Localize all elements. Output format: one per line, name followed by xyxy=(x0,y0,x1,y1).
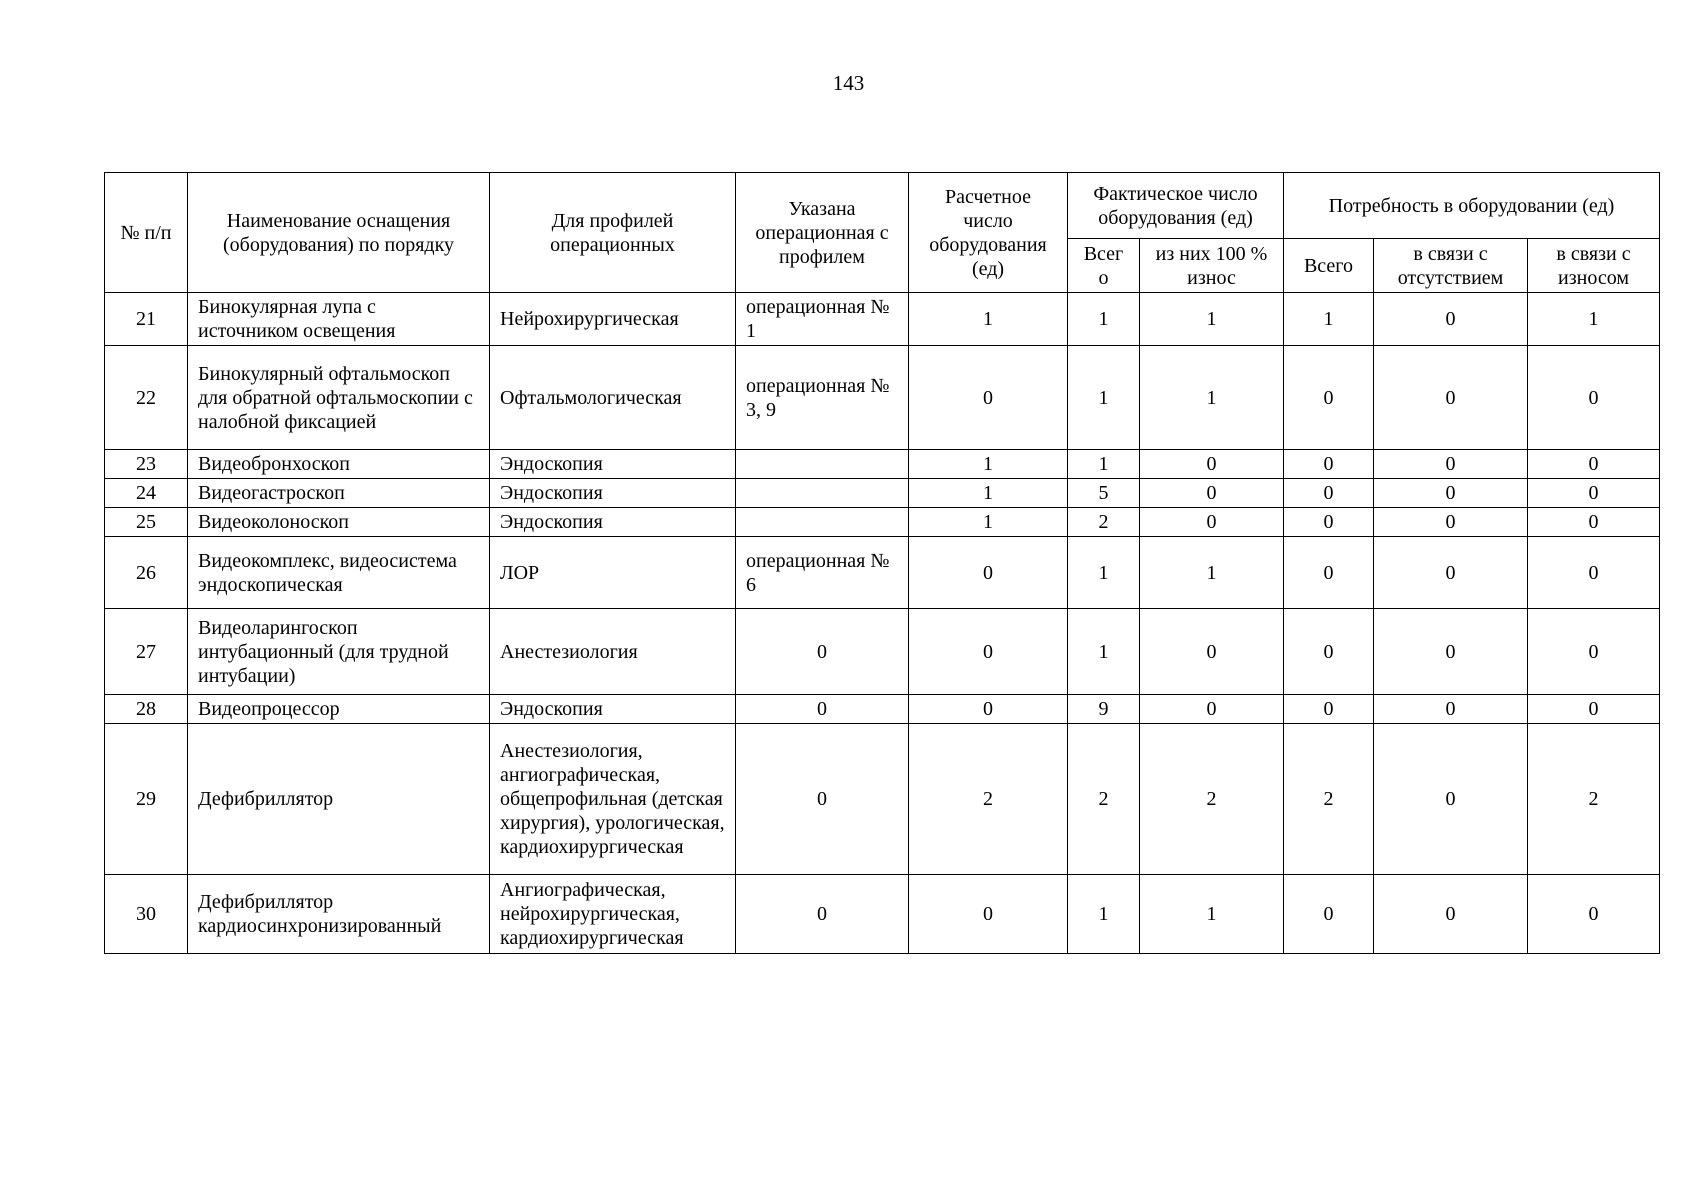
table-row xyxy=(105,450,1660,479)
row-name: Видеокомплекс, видеосистема эндоскопическая xyxy=(188,537,490,609)
row-need-worn: 0 xyxy=(1528,450,1660,479)
row-operating: 0 xyxy=(736,695,909,724)
row-need-absent: 0 xyxy=(1374,479,1528,508)
row-need-absent: 0 xyxy=(1374,724,1528,875)
row-calculated: 0 xyxy=(909,609,1068,695)
row-need-absent: 0 xyxy=(1374,346,1528,450)
row-need-total: 2 xyxy=(1284,724,1374,875)
row-actual-total: 1 xyxy=(1068,537,1140,609)
row-need-absent: 0 xyxy=(1374,537,1528,609)
row-need-worn: 0 xyxy=(1528,875,1660,954)
row-name: Дефибриллятор кардиосинхронизированный xyxy=(188,875,490,954)
row-operating: операционная № 6 xyxy=(736,537,909,609)
row-name: Бинокулярная лупа с источником освещения xyxy=(188,293,490,346)
row-name: Видеоларингоскоп интубационный (для трудной интубации) xyxy=(188,609,490,695)
row-actual-worn: 0 xyxy=(1140,450,1284,479)
row-calculated: 1 xyxy=(909,450,1068,479)
row-num: 26 xyxy=(105,537,188,609)
row-num: 25 xyxy=(105,508,188,537)
row-calculated: 1 xyxy=(909,508,1068,537)
row-actual-worn: 0 xyxy=(1140,695,1284,724)
row-need-worn: 0 xyxy=(1528,609,1660,695)
row-actual-worn: 1 xyxy=(1140,875,1284,954)
row-operating: 0 xyxy=(736,724,909,875)
row-profile: Нейрохирургическая xyxy=(490,293,736,346)
row-need-total: 0 xyxy=(1284,537,1374,609)
row-operating xyxy=(736,479,909,508)
row-operating: 0 xyxy=(736,875,909,954)
row-profile: Эндоскопия xyxy=(490,695,736,724)
header-need-absent: в связи с отсутствием xyxy=(1374,239,1528,293)
row-need-absent: 0 xyxy=(1374,695,1528,724)
row-profile: Ангиографическая, нейрохирургическая, кардиохирургическая xyxy=(490,875,736,954)
row-actual-total: 1 xyxy=(1068,346,1140,450)
row-calculated: 2 xyxy=(909,724,1068,875)
table-body xyxy=(105,293,1660,954)
header-operating: Указана операционная с профилем xyxy=(736,173,909,293)
table-row xyxy=(105,695,1660,724)
row-operating xyxy=(736,508,909,537)
header-actual-total: Всег о xyxy=(1068,239,1140,293)
row-need-worn: 0 xyxy=(1528,346,1660,450)
row-need-total: 0 xyxy=(1284,346,1374,450)
row-profile: Эндоскопия xyxy=(490,450,736,479)
row-actual-worn: 1 xyxy=(1140,346,1284,450)
row-need-worn: 0 xyxy=(1528,479,1660,508)
row-num: 30 xyxy=(105,875,188,954)
row-calculated: 0 xyxy=(909,875,1068,954)
row-need-total: 0 xyxy=(1284,695,1374,724)
row-operating: операционная № 1 xyxy=(736,293,909,346)
row-num: 22 xyxy=(105,346,188,450)
row-need-absent: 0 xyxy=(1374,609,1528,695)
row-operating xyxy=(736,450,909,479)
row-actual-total: 1 xyxy=(1068,450,1140,479)
row-need-total: 0 xyxy=(1284,450,1374,479)
row-need-absent: 0 xyxy=(1374,450,1528,479)
row-num: 24 xyxy=(105,479,188,508)
row-need-total: 0 xyxy=(1284,479,1374,508)
row-operating: операционная № 3, 9 xyxy=(736,346,909,450)
row-operating: 0 xyxy=(736,609,909,695)
page-number: 143 xyxy=(832,71,865,95)
row-need-worn: 0 xyxy=(1528,508,1660,537)
row-name: Бинокулярный офтальмоскоп для обратной офтальмоскопии с налобной фиксацией xyxy=(188,346,490,450)
row-actual-worn: 1 xyxy=(1140,293,1284,346)
row-need-worn: 1 xyxy=(1528,293,1660,346)
row-profile: Анестезиология, ангиографическая, общепрофильная (детская хирургия), урологическая, кардиохирургическая xyxy=(490,724,736,875)
row-profile: Анестезиология xyxy=(490,609,736,695)
row-need-absent: 0 xyxy=(1374,875,1528,954)
table-row xyxy=(105,479,1660,508)
row-calculated: 1 xyxy=(909,293,1068,346)
row-name: Видеоколоноскоп xyxy=(188,508,490,537)
row-calculated: 1 xyxy=(909,479,1068,508)
row-actual-total: 2 xyxy=(1068,724,1140,875)
row-actual-worn: 1 xyxy=(1140,537,1284,609)
header-calculated: Расчетное число оборудования (ед) xyxy=(909,173,1068,293)
row-actual-total: 1 xyxy=(1068,609,1140,695)
row-need-total: 0 xyxy=(1284,875,1374,954)
row-actual-total: 2 xyxy=(1068,508,1140,537)
row-profile: Офтальмологическая xyxy=(490,346,736,450)
row-actual-total: 9 xyxy=(1068,695,1140,724)
equipment-table xyxy=(104,172,1660,954)
table-row xyxy=(105,537,1660,609)
header-profiles: Для профилей операционных xyxy=(490,173,736,293)
row-calculated: 0 xyxy=(909,695,1068,724)
table-row xyxy=(105,508,1660,537)
header-need: Потребность в оборудовании (ед) xyxy=(1284,173,1660,239)
row-actual-total: 5 xyxy=(1068,479,1140,508)
row-name: Видеобронхоскоп xyxy=(188,450,490,479)
table-row xyxy=(105,875,1660,954)
row-actual-total: 1 xyxy=(1068,293,1140,346)
row-num: 29 xyxy=(105,724,188,875)
row-need-absent: 0 xyxy=(1374,508,1528,537)
row-need-total: 0 xyxy=(1284,609,1374,695)
header-actual: Фактическое число оборудования (ед) xyxy=(1068,173,1284,239)
header-need-worn: в связи с износом xyxy=(1528,239,1660,293)
row-profile: ЛОР xyxy=(490,537,736,609)
header-need-total: Всего xyxy=(1284,239,1374,293)
row-need-total: 0 xyxy=(1284,508,1374,537)
row-num: 21 xyxy=(105,293,188,346)
row-profile: Эндоскопия xyxy=(490,479,736,508)
header-num: № п/п xyxy=(105,173,188,293)
row-need-worn: 0 xyxy=(1528,537,1660,609)
row-profile: Эндоскопия xyxy=(490,508,736,537)
row-actual-worn: 2 xyxy=(1140,724,1284,875)
row-name: Дефибриллятор xyxy=(188,724,490,875)
row-actual-worn: 0 xyxy=(1140,609,1284,695)
table-row xyxy=(105,609,1660,695)
row-actual-worn: 0 xyxy=(1140,508,1284,537)
row-actual-worn: 0 xyxy=(1140,479,1284,508)
row-actual-total: 1 xyxy=(1068,875,1140,954)
row-need-absent: 0 xyxy=(1374,293,1528,346)
row-need-total: 1 xyxy=(1284,293,1374,346)
row-name: Видеопроцессор xyxy=(188,695,490,724)
row-need-worn: 2 xyxy=(1528,724,1660,875)
table-row xyxy=(105,724,1660,875)
row-calculated: 0 xyxy=(909,537,1068,609)
row-name: Видеогастроскоп xyxy=(188,479,490,508)
table-row xyxy=(105,293,1660,346)
row-num: 23 xyxy=(105,450,188,479)
row-need-worn: 0 xyxy=(1528,695,1660,724)
table-row xyxy=(105,346,1660,450)
header-actual-worn: из них 100 % износ xyxy=(1140,239,1284,293)
row-num: 28 xyxy=(105,695,188,724)
row-num: 27 xyxy=(105,609,188,695)
row-calculated: 0 xyxy=(909,346,1068,450)
header-name: Наименование оснащения (оборудования) по порядку xyxy=(188,173,490,293)
